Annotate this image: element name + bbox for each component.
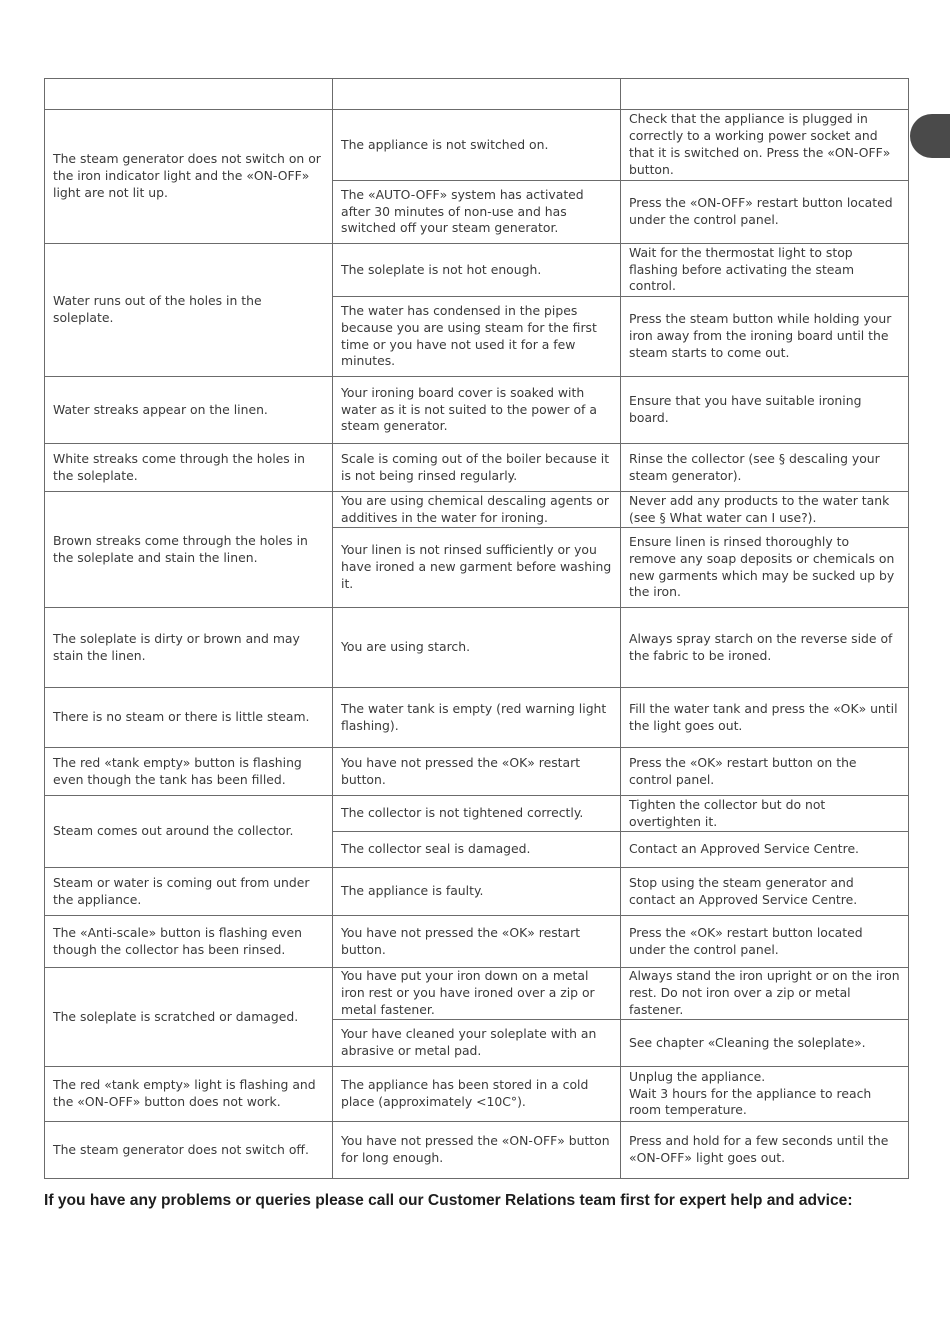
solution-cell: Unplug the appliance. Wait 3 hours for the appliance to reach room temperature. (621, 1067, 909, 1122)
problem-cell: The red «tank empty» light is flashing and the «ON-OFF» button does not work. (45, 1067, 333, 1122)
cause-cell: The soleplate is not hot enough. (333, 244, 621, 297)
table-row (45, 748, 909, 796)
cause-cell: Your linen is not rinsed sufficiently or you have ironed a new garment before washing it. (333, 528, 621, 608)
solution-cell: Press and hold for a few seconds until the «ON-OFF» light goes out. (621, 1122, 909, 1179)
table-row (45, 796, 909, 832)
solution-cell: Contact an Approved Service Centre. (621, 832, 909, 868)
solution-cell: Press the «OK» restart button located under the control panel. (621, 916, 909, 968)
problem-cell: Water streaks appear on the linen. (45, 377, 333, 444)
problem-cell: Brown streaks come through the holes in the soleplate and stain the linen. (45, 492, 333, 608)
problem-cell: Water runs out of the holes in the soleplate. (45, 244, 333, 377)
table-row (45, 492, 909, 528)
customer-relations-note: If you have any problems or queries please call our Customer Relations team first for expert help and advice: (44, 1192, 853, 1209)
solution-cell: Always stand the iron upright or on the iron rest. Do not iron over a zip or metal fastener. (621, 968, 909, 1020)
cause-cell: You are using starch. (333, 608, 621, 688)
troubleshooting-table (44, 78, 909, 1179)
table-header-row (45, 79, 909, 110)
table-row (45, 688, 909, 748)
table-row (45, 968, 909, 1020)
cause-cell: The collector is not tightened correctly. (333, 796, 621, 832)
table-row (45, 1067, 909, 1122)
cause-cell: The «AUTO-OFF» system has activated after 30 minutes of non-use and has switched off your steam generator. (333, 181, 621, 244)
problem-cell: The «Anti-scale» button is flashing even though the collector has been rinsed. (45, 916, 333, 968)
cause-cell: The appliance is faulty. (333, 868, 621, 916)
problem-cell: Steam comes out around the collector. (45, 796, 333, 868)
table-row (45, 444, 909, 492)
header-cell-problem (45, 79, 333, 110)
table-row (45, 377, 909, 444)
problem-cell: The red «tank empty» button is flashing even though the tank has been filled. (45, 748, 333, 796)
cause-cell: You have put your iron down on a metal iron rest or you have ironed over a zip or metal fastener. (333, 968, 621, 1020)
table-row (45, 1122, 909, 1179)
cause-cell: Your have cleaned your soleplate with an abrasive or metal pad. (333, 1020, 621, 1067)
cause-cell: The appliance has been stored in a cold place (approximately <10C°). (333, 1067, 621, 1122)
solution-cell: Press the «OK» restart button on the control panel. (621, 748, 909, 796)
solution-cell: Never add any products to the water tank (see § What water can I use?). (621, 492, 909, 528)
cause-cell: You are using chemical descaling agents or additives in the water for ironing. (333, 492, 621, 528)
solution-cell: Check that the appliance is plugged in correctly to a working power socket and that it is switched on. Press the «ON-OFF» button. (621, 110, 909, 181)
table-row (45, 868, 909, 916)
problem-cell: The soleplate is dirty or brown and may stain the linen. (45, 608, 333, 688)
problem-cell: The steam generator does not switch off. (45, 1122, 333, 1179)
table-row (45, 608, 909, 688)
solution-cell: Stop using the steam generator and contact an Approved Service Centre. (621, 868, 909, 916)
solution-cell: See chapter «Cleaning the soleplate». (621, 1020, 909, 1067)
problem-cell: There is no steam or there is little steam. (45, 688, 333, 748)
solution-cell: Rinse the collector (see § descaling your steam generator). (621, 444, 909, 492)
problem-cell: Steam or water is coming out from under the appliance. (45, 868, 333, 916)
cause-cell: You have not pressed the «OK» restart button. (333, 748, 621, 796)
solution-cell: Tighten the collector but do not overtighten it. (621, 796, 909, 832)
cause-cell: Scale is coming out of the boiler because it is not being rinsed regularly. (333, 444, 621, 492)
cause-cell: The appliance is not switched on. (333, 110, 621, 181)
solution-cell: Fill the water tank and press the «OK» until the light goes out. (621, 688, 909, 748)
solution-cell: Press the steam button while holding your iron away from the ironing board until the steam starts to come out. (621, 297, 909, 377)
solution-cell: Press the «ON-OFF» restart button located under the control panel. (621, 181, 909, 244)
cause-cell: You have not pressed the «OK» restart button. (333, 916, 621, 968)
table-row (45, 916, 909, 968)
problem-cell: The soleplate is scratched or damaged. (45, 968, 333, 1067)
header-cell-solution (621, 79, 909, 110)
table-row (45, 110, 909, 181)
solution-cell: Ensure that you have suitable ironing board. (621, 377, 909, 444)
solution-cell: Always spray starch on the reverse side of the fabric to be ironed. (621, 608, 909, 688)
cause-cell: Your ironing board cover is soaked with water as it is not suited to the power of a steam generator. (333, 377, 621, 444)
page-edge-tab (910, 114, 950, 158)
problem-cell: The steam generator does not switch on or the iron indicator light and the «ON-OFF» light are not lit up. (45, 110, 333, 244)
cause-cell: The water has condensed in the pipes because you are using steam for the first time or you have not used it for a few minutes. (333, 297, 621, 377)
cause-cell: You have not pressed the «ON-OFF» button for long enough. (333, 1122, 621, 1179)
problem-cell: White streaks come through the holes in the soleplate. (45, 444, 333, 492)
solution-cell: Ensure linen is rinsed thoroughly to remove any soap deposits or chemicals on new garments which may be sucked up by the iron. (621, 528, 909, 608)
solution-cell: Wait for the thermostat light to stop flashing before activating the steam control. (621, 244, 909, 297)
cause-cell: The collector seal is damaged. (333, 832, 621, 868)
header-cell-cause (333, 79, 621, 110)
cause-cell: The water tank is empty (red warning light flashing). (333, 688, 621, 748)
table-row (45, 244, 909, 297)
